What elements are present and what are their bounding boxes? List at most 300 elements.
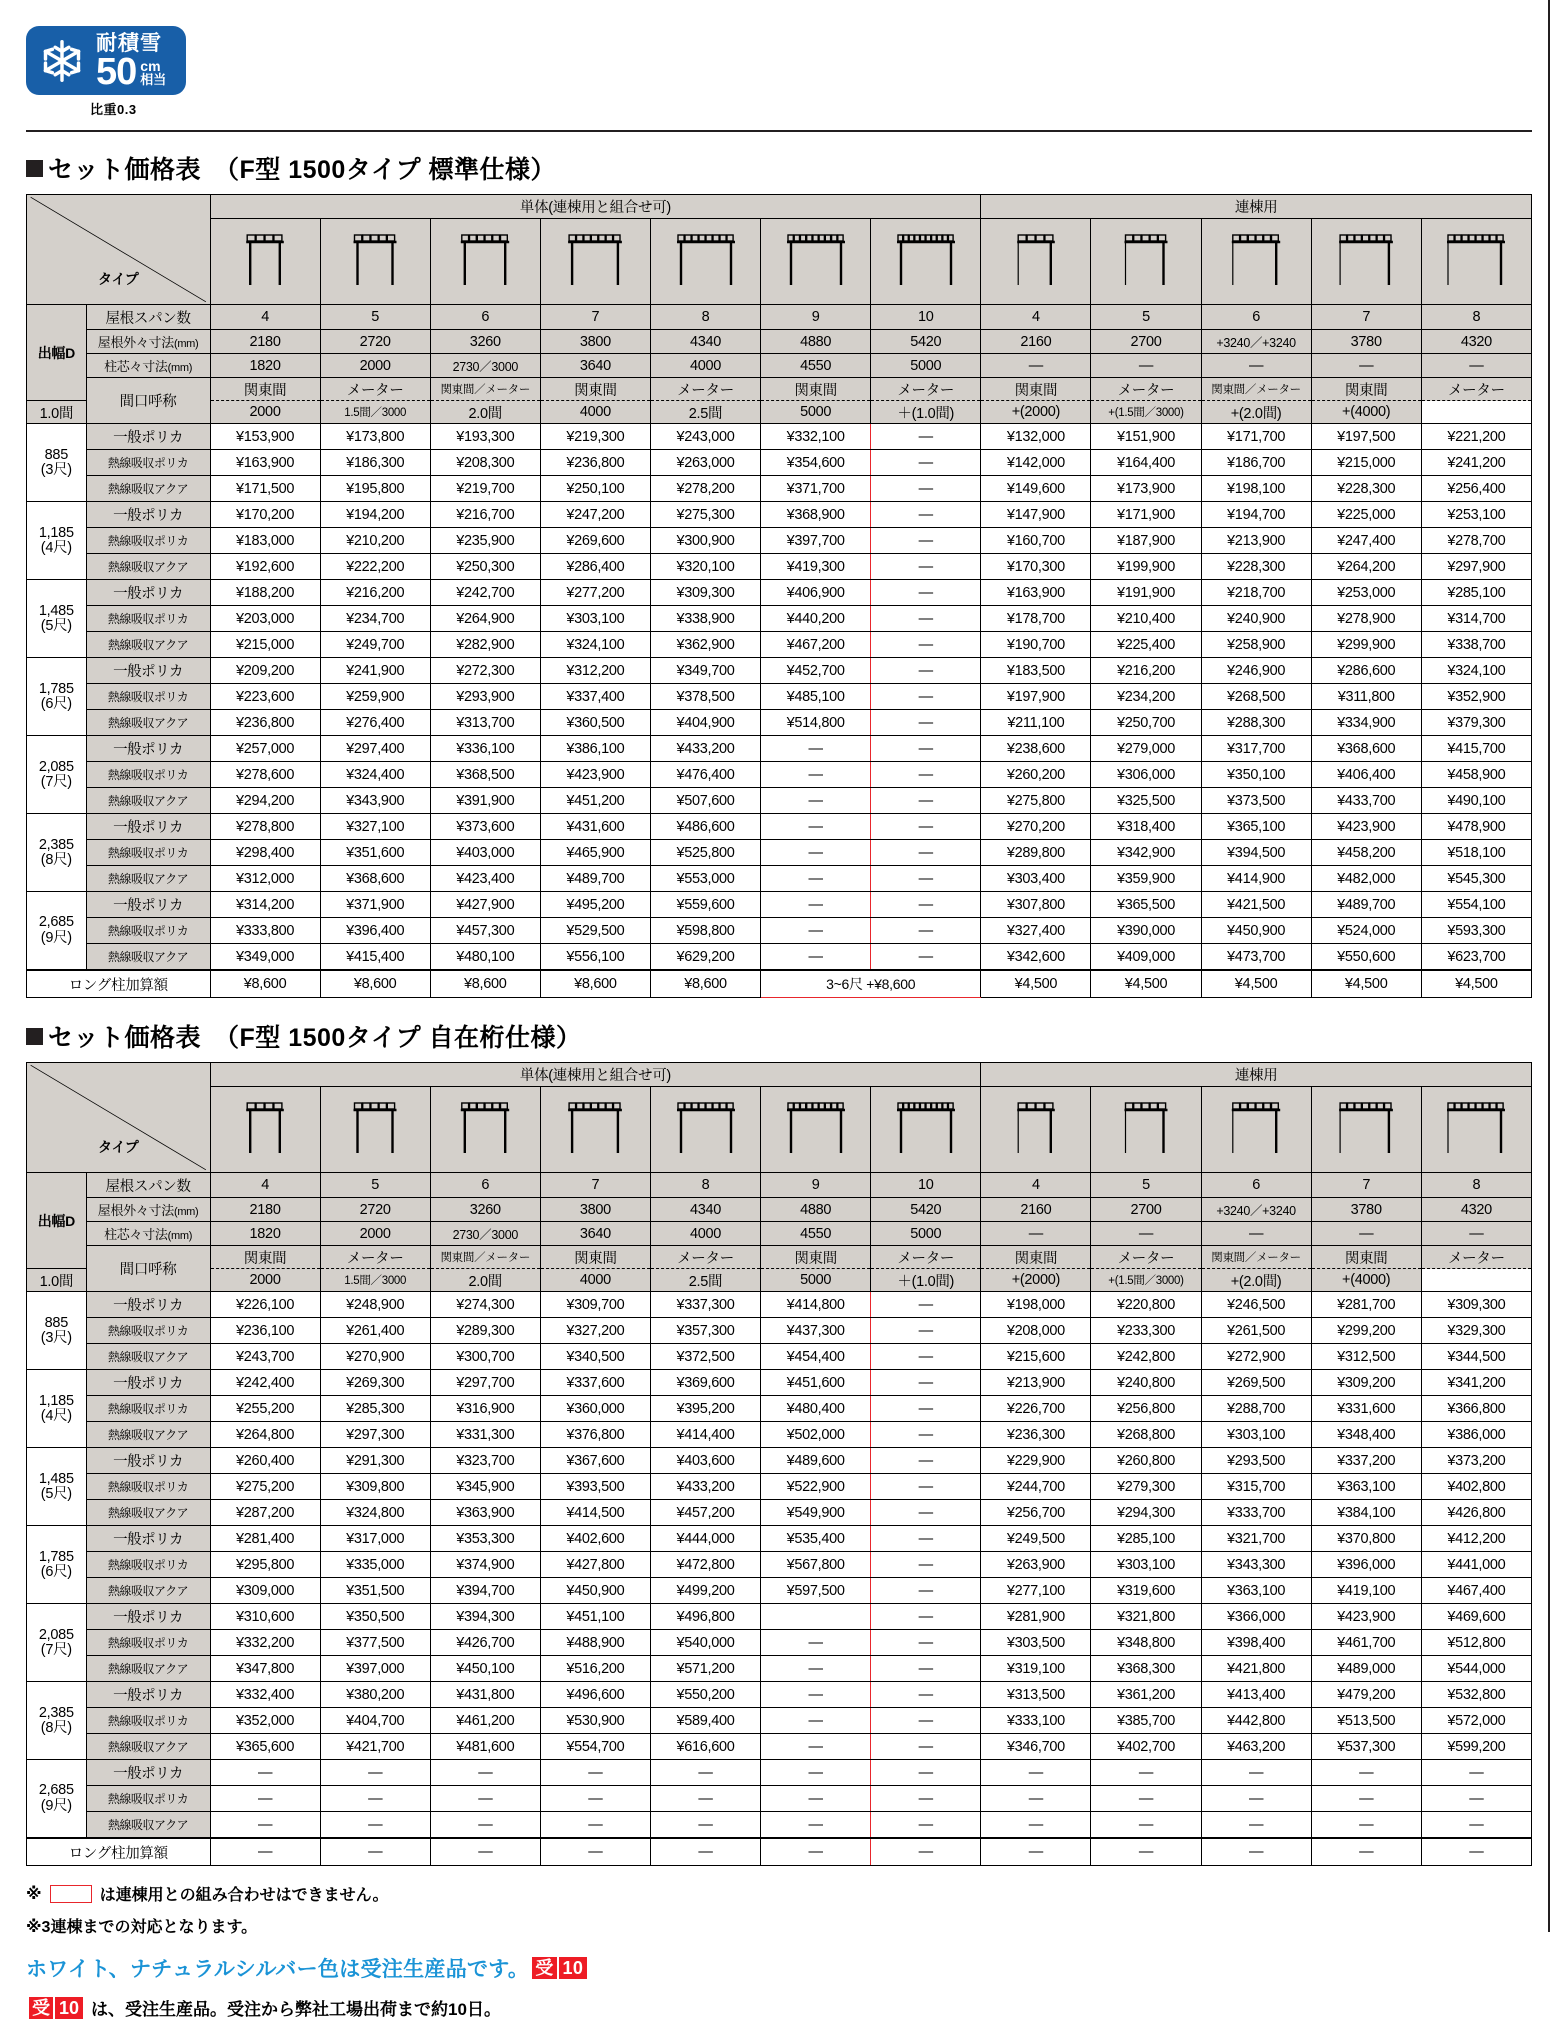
price-cell: ¥489,700 [1311,892,1421,918]
roof-material-label: 熱線吸収ポリカ [86,840,210,866]
price-cell: ¥213,900 [1201,528,1311,554]
price-cell: ¥324,800 [320,1500,430,1526]
price-cell: ¥293,500 [1201,1448,1311,1474]
maguchi-type-cell: メーター [1091,378,1201,401]
price-cell: ¥386,000 [1421,1422,1531,1448]
long-post-value: — [650,1838,760,1866]
price-cell: — [1201,1786,1311,1812]
price-cell: — [430,1786,540,1812]
price-cell: ¥567,800 [761,1552,871,1578]
long-post-label: ロング柱加算額 [27,1838,211,1866]
table-row [27,710,1532,736]
price-cell: ¥465,900 [540,840,650,866]
span-count-cell: 7 [1311,1173,1421,1198]
price-cell: ¥458,200 [1311,840,1421,866]
price-cell: ¥532,800 [1421,1682,1531,1708]
carport-pictogram-icon [761,219,871,305]
roof-dimension-cell: 2700 [1091,330,1201,354]
price-cell [761,1604,871,1630]
price-cell: ¥489,000 [1311,1656,1421,1682]
price-cell: ¥380,200 [320,1682,430,1708]
roof-material-label: 熱線吸収アクア [86,632,210,658]
price-cell: — [871,1422,981,1448]
price-cell: ¥275,300 [650,502,760,528]
long-post-value: — [1421,1838,1531,1866]
price-cell: ¥281,900 [981,1604,1091,1630]
snow-badge-title: 耐積雪 [96,32,162,55]
price-cell: ¥589,400 [650,1708,760,1734]
price-cell: ¥315,700 [1201,1474,1311,1500]
price-cell: ¥160,700 [981,528,1091,554]
price-cell: ¥488,900 [540,1630,650,1656]
roof-dimension-cell: 2700 [1091,1198,1201,1222]
price-cell: — [1421,1812,1531,1838]
table-row [27,1370,1532,1396]
price-cell: ¥226,100 [210,1292,320,1318]
price-cell: ¥572,000 [1421,1708,1531,1734]
price-cell: ¥437,300 [761,1318,871,1344]
price-cell: ¥467,200 [761,632,871,658]
price-cell: ¥409,000 [1091,944,1201,970]
price-cell: ¥186,300 [320,450,430,476]
price-cell: ¥288,700 [1201,1396,1311,1422]
price-cell: ¥616,600 [650,1734,760,1760]
price-cell: ¥303,500 [981,1630,1091,1656]
price-cell: ¥431,600 [540,814,650,840]
roof-material-label: 熱線吸収アクア [86,1344,210,1370]
post-dimension-cell: — [1201,354,1311,378]
roof-material-label: 熱線吸収ポリカ [86,1318,210,1344]
price-cell: — [761,1656,871,1682]
table-row [27,1396,1532,1422]
maguchi-size-cell: 4000 [540,401,650,424]
price-cell: — [540,1760,650,1786]
maguchi-size-cell: 1.0間 [27,1269,87,1292]
price-cell: ¥264,200 [1311,554,1421,580]
price-cell: ¥313,700 [430,710,540,736]
price-cell: ¥368,500 [430,762,540,788]
long-post-value: — [210,1838,320,1866]
post-dimension-cell: 2000 [320,354,430,378]
price-cell: ¥393,500 [540,1474,650,1500]
price-cell: ¥319,600 [1091,1578,1201,1604]
price-cell: — [871,1734,981,1760]
maguchi-size-cell: ＋(1.0間) [871,401,981,424]
price-cell: ¥229,900 [981,1448,1091,1474]
price-cell: ¥379,300 [1421,710,1531,736]
carport-pictogram-icon [981,219,1091,305]
price-cell: ¥236,300 [981,1422,1091,1448]
table-row [27,1812,1532,1838]
roof-dimension-cell: 3260 [430,330,540,354]
price-cell: ¥223,600 [210,684,320,710]
price-cell: ¥512,800 [1421,1630,1531,1656]
price-cell: ¥170,200 [210,502,320,528]
price-cell: ¥352,000 [210,1708,320,1734]
price-cell: ¥554,700 [540,1734,650,1760]
price-cell: ¥289,800 [981,840,1091,866]
price-cell: ¥299,900 [1311,632,1421,658]
maguchi-size-cell: +(2.0間) [1201,401,1311,424]
price-cell: — [430,1812,540,1838]
price-cell: ¥341,200 [1421,1370,1531,1396]
price-cell: ¥210,400 [1091,606,1201,632]
note-no-combination [26,1882,1532,1905]
note-made-to-order-detail-text: は、受注生産品。受注から弊社工場出荷まで約10日。 [91,2000,501,2020]
price-cell: ¥211,100 [981,710,1091,736]
table-corner-diagonal [27,1063,211,1173]
carport-pictogram-icon [871,219,981,305]
maguchi-type-cell: 関東間 [761,378,871,401]
note-made-to-order-colors-text: ホワイト、ナチュラルシルバー色は受注生産品です。 [26,1958,530,1982]
price-cell: ¥208,300 [430,450,540,476]
table-row [27,606,1532,632]
price-cell: — [1091,1812,1201,1838]
maguchi-type-cell: 関東間 [761,1246,871,1269]
price-cell: ¥486,600 [650,814,760,840]
maguchi-type-cell: メーター [871,378,981,401]
made-to-order-badge-icon [29,1997,83,2019]
price-cell: ¥261,400 [320,1318,430,1344]
price-cell: ¥253,000 [1311,580,1421,606]
maguchi-size-cell: +(4000) [1311,401,1421,424]
price-cell: ¥275,800 [981,788,1091,814]
roof-material-label: 熱線吸収ポリカ [86,684,210,710]
roof-material-label: 熱線吸収ポリカ [86,450,210,476]
price-cell: ¥480,100 [430,944,540,970]
roof-dimension-cell: 4320 [1421,1198,1531,1222]
price-cell: — [871,762,981,788]
price-cell: ¥309,300 [650,580,760,606]
price-cell: ¥215,000 [210,632,320,658]
price-cell: ¥203,000 [210,606,320,632]
long-post-value: ¥4,500 [1201,970,1311,998]
price-cell: ¥256,400 [1421,476,1531,502]
maguchi-size-cell: 2000 [210,401,320,424]
span-count-cell: 5 [320,305,430,330]
price-cell: ¥537,300 [1311,1734,1421,1760]
price-cell: ¥309,700 [540,1292,650,1318]
note-max-three-units: ※3連棟までの対応となります。 [26,1919,258,1937]
price-cell: ¥363,100 [1311,1474,1421,1500]
maguchi-type-cell: 関東間 [1311,1246,1421,1269]
price-cell: ¥312,200 [540,658,650,684]
price-cell: ¥250,700 [1091,710,1201,736]
price-cell: ¥236,800 [540,450,650,476]
post-dimension-cell: 4550 [761,354,871,378]
price-cell: ¥253,100 [1421,502,1531,528]
price-cell: ¥314,200 [210,892,320,918]
price-cell: ¥234,200 [1091,684,1201,710]
price-cell: ¥238,600 [981,736,1091,762]
table-row [27,1604,1532,1630]
price-cell: — [871,606,981,632]
price-cell: ¥215,600 [981,1344,1091,1370]
long-post-value: — [1201,1838,1311,1866]
type-header-label: タイプ [98,270,139,287]
dehaba-value-cell: 2,685 (9尺) [27,1760,87,1838]
price-cell: ¥467,400 [1421,1578,1531,1604]
price-cell: ¥525,800 [650,840,760,866]
price-cell: — [871,1396,981,1422]
price-cell: ¥403,000 [430,840,540,866]
price-cell: ¥415,700 [1421,736,1531,762]
price-cell: ¥545,300 [1421,866,1531,892]
price-cell: — [871,450,981,476]
price-cell: ¥507,600 [650,788,760,814]
price-cell: ¥414,500 [540,1500,650,1526]
roof-dimension-cell: 2180 [210,1198,320,1222]
price-cell: ¥396,000 [1311,1552,1421,1578]
price-cell: — [761,1812,871,1838]
carport-pictogram-icon [430,1087,540,1173]
maguchi-type-cell: 関東間 [1311,378,1421,401]
price-cell: — [1201,1812,1311,1838]
price-cell: ¥210,200 [320,528,430,554]
price-cell: ¥359,900 [1091,866,1201,892]
long-post-value: ¥8,600 [650,970,760,998]
long-post-row [27,970,1532,998]
price-cell: ¥333,800 [210,918,320,944]
price-cell: ¥226,700 [981,1396,1091,1422]
price-cell: ¥554,100 [1421,892,1531,918]
price-cell: ¥294,300 [1091,1500,1201,1526]
price-cell: — [871,1656,981,1682]
maguchi-size-cell: +(2000) [981,1269,1091,1292]
span-count-cell: 6 [430,1173,540,1198]
title-bullet-icon [26,160,43,177]
price-table-standard [26,194,1532,998]
post-dimension-cell: — [1311,1222,1421,1246]
dehaba-value-cell: 2,385 (8尺) [27,814,87,892]
carport-pictogram-icon [1311,1087,1421,1173]
section-title-text-jizai: セット価格表 （F型 1500タイプ 自在桁仕様） [48,1024,582,1053]
carport-pictogram-icon [1421,1087,1531,1173]
price-cell: ¥530,900 [540,1708,650,1734]
price-cell: ¥228,300 [1201,554,1311,580]
price-cell: ¥351,600 [320,840,430,866]
maguchi-size-cell: +(1.5間／3000) [1091,401,1201,424]
span-count-cell: 8 [1421,1173,1531,1198]
roof-dimension-cell: 3780 [1311,330,1421,354]
title-bullet-icon [26,1028,43,1045]
price-cell: ¥320,100 [650,554,760,580]
post-dimension-cell: 5000 [871,354,981,378]
price-cell: ¥324,100 [1421,658,1531,684]
dehaba-value-cell: 885 (3尺) [27,424,87,502]
price-cell: ¥291,300 [320,1448,430,1474]
roof-dimension-label: 屋根外々寸法(mm) [86,1198,210,1222]
section-title-standard [26,150,1532,186]
price-cell: ¥368,900 [761,502,871,528]
price-cell: — [320,1760,430,1786]
price-cell: ¥163,900 [210,450,320,476]
price-cell: ¥369,600 [650,1370,760,1396]
price-cell: ¥303,400 [981,866,1091,892]
table-row [27,1786,1532,1812]
price-cell: — [320,1786,430,1812]
price-cell: ¥518,100 [1421,840,1531,866]
price-cell: ¥457,300 [430,918,540,944]
price-cell: — [1091,1760,1201,1786]
price-cell: — [1201,1760,1311,1786]
table-row [27,1630,1532,1656]
price-cell: ¥349,000 [210,944,320,970]
price-cell: ¥163,900 [981,580,1091,606]
roof-dimension-label: 屋根外々寸法(mm) [86,330,210,354]
group-header-0: 単体(連棟用と組合せ可) [210,195,981,219]
price-cell: ¥371,900 [320,892,430,918]
price-cell: ¥225,000 [1311,502,1421,528]
table-row [27,944,1532,970]
roof-dimension-cell: 3260 [430,1198,540,1222]
price-cell: ¥314,700 [1421,606,1531,632]
carport-pictogram-icon [871,1087,981,1173]
price-cell: ¥535,400 [761,1526,871,1552]
price-cell: ¥248,900 [320,1292,430,1318]
price-cell: ¥346,700 [981,1734,1091,1760]
roof-material-label: 一般ポリカ [86,1526,210,1552]
notes-block [26,1882,1532,2020]
price-cell: ¥502,000 [761,1422,871,1448]
table-row [27,1500,1532,1526]
price-cell: ¥192,600 [210,554,320,580]
price-cell: — [871,1526,981,1552]
price-cell: — [210,1760,320,1786]
maguchi-type-cell: 関東間 [210,1246,320,1269]
price-cell: ¥496,600 [540,1682,650,1708]
price-cell: ¥197,500 [1311,424,1421,450]
price-cell: ¥276,400 [320,710,430,736]
table-row [27,502,1532,528]
price-cell: ¥540,000 [650,1630,760,1656]
maguchi-type-cell: 関東間／メーター [430,1246,540,1269]
table-row [27,1734,1532,1760]
price-cell: ¥269,600 [540,528,650,554]
price-cell: ¥423,900 [540,762,650,788]
table-row [27,684,1532,710]
carport-pictogram-icon [1421,219,1531,305]
price-cell: ¥373,200 [1421,1448,1531,1474]
price-cell: ¥362,900 [650,632,760,658]
price-cell: ¥170,300 [981,554,1091,580]
price-cell: ¥377,500 [320,1630,430,1656]
roof-material-label: 一般ポリカ [86,892,210,918]
price-cell: ¥263,900 [981,1552,1091,1578]
price-cell: — [871,1604,981,1630]
roof-dimension-cell: 3780 [1311,1198,1421,1222]
roof-material-label: 熱線吸収ポリカ [86,528,210,554]
price-cell: ¥309,200 [1311,1370,1421,1396]
price-cell: ¥373,500 [1201,788,1311,814]
price-cell: ¥289,300 [430,1318,540,1344]
price-cell: ¥343,900 [320,788,430,814]
price-cell: ¥171,700 [1201,424,1311,450]
price-cell: ¥332,200 [210,1630,320,1656]
price-cell: ¥216,200 [320,580,430,606]
price-cell: ¥233,300 [1091,1318,1201,1344]
roof-material-label: 熱線吸収ポリカ [86,1708,210,1734]
span-count-cell: 4 [981,1173,1091,1198]
price-cell: ¥246,500 [1201,1292,1311,1318]
price-cell: ¥348,400 [1311,1422,1421,1448]
maguchi-size-cell: 2.5間 [650,1269,760,1292]
maguchi-type-cell: 関東間 [210,378,320,401]
price-cell: ¥329,300 [1421,1318,1531,1344]
table-row [27,1344,1532,1370]
span-count-cell: 4 [981,305,1091,330]
price-cell: — [871,736,981,762]
price-cell: ¥344,500 [1421,1344,1531,1370]
price-cell: ¥333,700 [1201,1500,1311,1526]
price-cell: ¥191,900 [1091,580,1201,606]
price-cell: ¥235,900 [430,528,540,554]
price-cell: ¥337,200 [1311,1448,1421,1474]
price-cell: ¥243,000 [650,424,760,450]
juchu-days: 10 [559,1957,588,1979]
price-cell: ¥337,300 [650,1292,760,1318]
price-cell: — [871,1474,981,1500]
maguchi-size-cell: 2000 [210,1269,320,1292]
price-cell: ¥476,400 [650,762,760,788]
price-cell: ¥423,900 [1311,814,1421,840]
price-cell: ¥288,300 [1201,710,1311,736]
price-cell: ¥242,700 [430,580,540,606]
post-dimension-cell: 4000 [650,354,760,378]
price-cell: ¥522,900 [761,1474,871,1500]
price-cell: ¥247,400 [1311,528,1421,554]
price-cell: ¥431,800 [430,1682,540,1708]
roof-dimension-cell: 4340 [650,330,760,354]
post-dimension-cell: 2730／3000 [430,1222,540,1246]
price-cell: ¥599,200 [1421,1734,1531,1760]
price-cell: ¥277,200 [540,580,650,606]
price-cell: ¥256,800 [1091,1396,1201,1422]
maguchi-size-cell: +(2.0間) [1201,1269,1311,1292]
price-cell: ¥473,700 [1201,944,1311,970]
maguchi-size-cell: 1.0間 [27,401,87,424]
post-dimension-cell: 4550 [761,1222,871,1246]
price-cell: ¥310,600 [210,1604,320,1630]
roof-material-label: 一般ポリカ [86,1370,210,1396]
maguchi-size-cell: 5000 [761,1269,871,1292]
price-cell: ¥240,800 [1091,1370,1201,1396]
maguchi-size-cell: 1.5間／3000 [320,401,430,424]
snow-badge-equivalent: 相当 [140,72,167,88]
section-title-jizai [26,1018,1532,1054]
price-cell: — [871,814,981,840]
price-cell: — [871,632,981,658]
price-cell: ¥372,500 [650,1344,760,1370]
price-cell: ¥440,200 [761,606,871,632]
price-cell: ¥312,500 [1311,1344,1421,1370]
price-cell: ¥295,800 [210,1552,320,1578]
price-cell: — [761,840,871,866]
price-cell: ¥286,400 [540,554,650,580]
table-row [27,1682,1532,1708]
price-cell: ¥374,900 [430,1552,540,1578]
maguchi-size-cell: 4000 [540,1269,650,1292]
long-post-value: ¥4,500 [1311,970,1421,998]
span-count-cell: 8 [1421,305,1531,330]
post-dimension-cell: — [1421,1222,1531,1246]
group-header-1: 連棟用 [981,1063,1532,1087]
roof-material-label: 熱線吸収アクア [86,476,210,502]
price-cell: ¥198,000 [981,1292,1091,1318]
dehaba-value-cell: 1,485 (5尺) [27,580,87,658]
price-cell: ¥426,800 [1421,1500,1531,1526]
price-cell: ¥366,000 [1201,1604,1311,1630]
